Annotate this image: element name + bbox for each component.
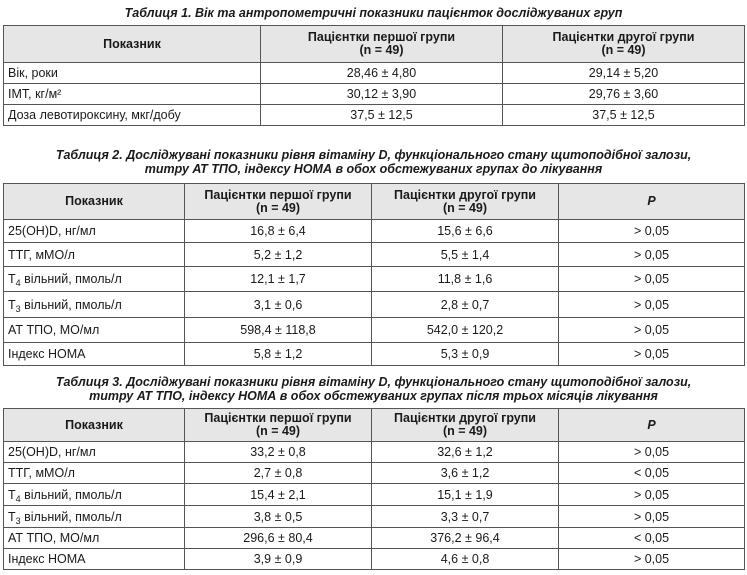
table-row (4, 484, 745, 506)
row-label: $T_4$ вільний, пмоль/л (4, 267, 185, 292)
row-label: Індекс НОМА (4, 343, 185, 366)
group1-value: 15,4 ± 2,1 (185, 484, 372, 506)
table-row (4, 506, 745, 528)
group1-value: 598,4 ± 118,8 (185, 318, 372, 343)
table-row (4, 267, 745, 292)
group1-value: 33,2 ± 0,8 (185, 442, 372, 463)
table-row (4, 549, 745, 570)
table2-header-indicator: Показник (4, 184, 185, 220)
table-row (4, 292, 745, 318)
table2-header-p: P (559, 184, 745, 220)
p-value: < 0,05 (559, 528, 745, 549)
table1-header-indicator: Показник (4, 26, 261, 63)
group2-value: 5,3 ± 0,9 (372, 343, 559, 366)
p-value: > 0,05 (559, 220, 745, 243)
table3-header-indicator: Показник (4, 409, 185, 442)
group2-value: 15,6 ± 6,6 (372, 220, 559, 243)
group2-value: 37,5 ± 12,5 (503, 105, 745, 126)
table-row (4, 243, 745, 267)
table1 (3, 25, 745, 126)
table1-header-group2: Пацієнтки другої групи (n = 49) (503, 26, 745, 63)
group2-value: 32,6 ± 1,2 (372, 442, 559, 463)
group2-value: 542,0 ± 120,2 (372, 318, 559, 343)
row-label: ТТГ, мМО/л (4, 243, 185, 267)
table2-caption: Таблиця 2. Досліджувані показники рівня вітаміну D, функціонального стану щитоподібної залози, титру АТ ТПО, індексу НОМА в обох обстежуваних групах до лікування (55, 148, 692, 176)
p-value: > 0,05 (559, 267, 745, 292)
group1-value: 296,6 ± 80,4 (185, 528, 372, 549)
table2 (3, 183, 745, 366)
row-label: $T_3$ вільний, пмоль/л (4, 292, 185, 318)
table3-header-group1: Пацієнтки першої групи (n = 49) (185, 409, 372, 442)
row-label: ІМТ, кг/м² (4, 84, 261, 105)
row-label: $T_4$ вільний, пмоль/л (4, 484, 185, 506)
table3-header-group2: Пацієнтки другої групи (n = 49) (372, 409, 559, 442)
group1-value: 5,2 ± 1,2 (185, 243, 372, 267)
table-row (4, 84, 745, 105)
table3-caption: Таблиця 3. Досліджувані показники рівня вітаміну D, функціонального стану щитоподібної залози, титру АТ ТПО, індексу НОМА в обох обстежуваних групах після трьох місяців лікування (55, 375, 692, 403)
group1-value: 30,12 ± 3,90 (261, 84, 503, 105)
row-label: АТ ТПО, МО/мл (4, 528, 185, 549)
group1-value: 37,5 ± 12,5 (261, 105, 503, 126)
p-value: > 0,05 (559, 506, 745, 528)
table3 (3, 408, 745, 570)
group2-value: 376,2 ± 96,4 (372, 528, 559, 549)
p-value: > 0,05 (559, 292, 745, 318)
table2-header-group1: Пацієнтки першої групи (n = 49) (185, 184, 372, 220)
table-row (4, 463, 745, 484)
group2-value: 3,6 ± 1,2 (372, 463, 559, 484)
table1-caption: Таблиця 1. Вік та антропометричні показники пацієнток досліджуваних груп (124, 6, 623, 20)
group1-value: 5,8 ± 1,2 (185, 343, 372, 366)
group1-value: 2,7 ± 0,8 (185, 463, 372, 484)
p-value: > 0,05 (559, 318, 745, 343)
group1-value: 28,46 ± 4,80 (261, 63, 503, 84)
row-label: 25(OH)D, нг/мл (4, 220, 185, 243)
group2-value: 15,1 ± 1,9 (372, 484, 559, 506)
row-label: АТ ТПО, МО/мл (4, 318, 185, 343)
row-label: Вік, роки (4, 63, 261, 84)
group2-value: 11,8 ± 1,6 (372, 267, 559, 292)
group1-value: 3,9 ± 0,9 (185, 549, 372, 570)
p-value: > 0,05 (559, 243, 745, 267)
group2-value: 2,8 ± 0,7 (372, 292, 559, 318)
group2-value: 29,76 ± 3,60 (503, 84, 745, 105)
row-label: 25(OH)D, нг/мл (4, 442, 185, 463)
table-row (4, 63, 745, 84)
table-row (4, 220, 745, 243)
table-row (4, 442, 745, 463)
group1-value: 12,1 ± 1,7 (185, 267, 372, 292)
table-row (4, 528, 745, 549)
table3-header-p: P (559, 409, 745, 442)
group1-value: 3,8 ± 0,5 (185, 506, 372, 528)
row-label: $T_3$ вільний, пмоль/л (4, 506, 185, 528)
table2-header-group2: Пацієнтки другої групи (n = 49) (372, 184, 559, 220)
group2-value: 3,3 ± 0,7 (372, 506, 559, 528)
group1-value: 3,1 ± 0,6 (185, 292, 372, 318)
p-value: > 0,05 (559, 549, 745, 570)
row-label: Індекс НОМА (4, 549, 185, 570)
row-label: Доза левотироксину, мкг/добу (4, 105, 261, 126)
table-row (4, 318, 745, 343)
group2-value: 4,6 ± 0,8 (372, 549, 559, 570)
p-value: > 0,05 (559, 343, 745, 366)
p-value: > 0,05 (559, 442, 745, 463)
group2-value: 29,14 ± 5,20 (503, 63, 745, 84)
group1-value: 16,8 ± 6,4 (185, 220, 372, 243)
table-row (4, 105, 745, 126)
table-row (4, 343, 745, 366)
group2-value: 5,5 ± 1,4 (372, 243, 559, 267)
p-value: < 0,05 (559, 463, 745, 484)
row-label: ТТГ, мМО/л (4, 463, 185, 484)
p-value: > 0,05 (559, 484, 745, 506)
table1-header-group1: Пацієнтки першої групи (n = 49) (261, 26, 503, 63)
